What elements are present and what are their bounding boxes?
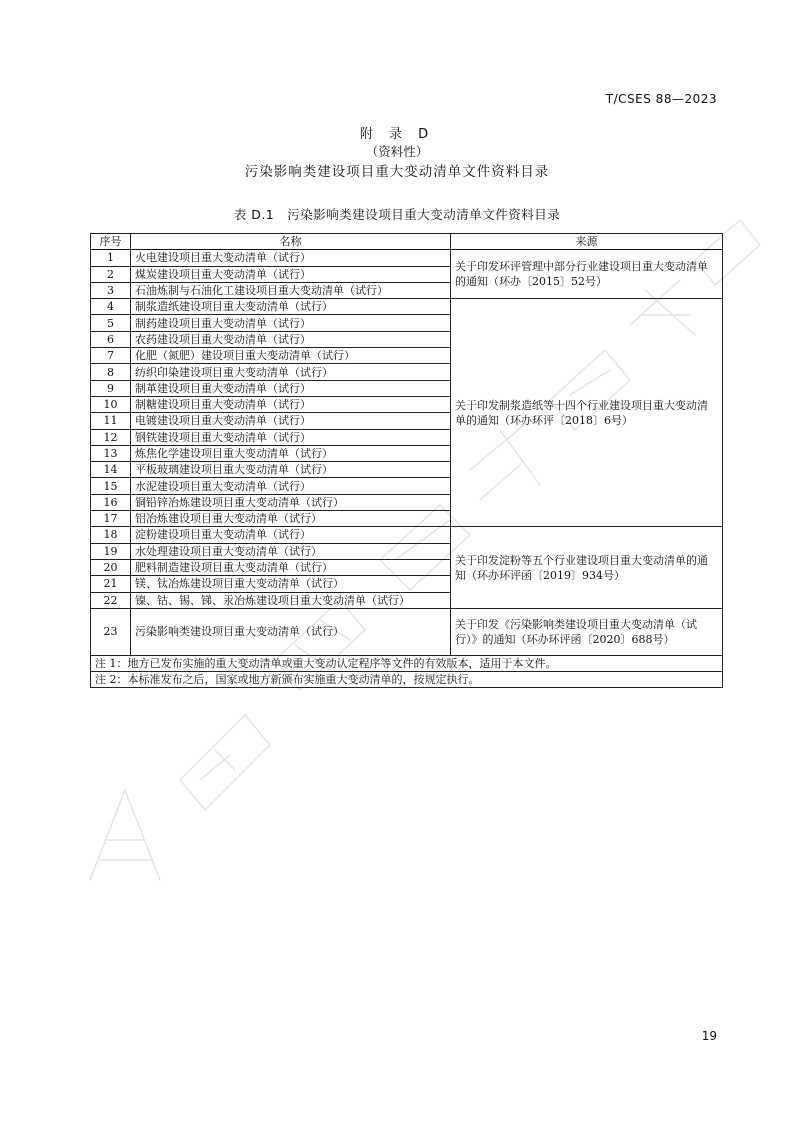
row-source: 关于印发制浆造纸等十四个行业建设项目重大变动清单的通知（环办环评〔2018〕6号） [451, 299, 723, 527]
row-name: 镍、钴、锡、锑、汞冶炼建设项目重大变动清单（试行） [131, 592, 451, 608]
row-seq: 19 [91, 543, 131, 559]
row-name: 火电建设项目重大变动清单（试行） [131, 250, 451, 266]
table-note: 注 2：本标准发布之后，国家或地方新颁布实施重大变动清单的，按规定执行。 [91, 672, 723, 688]
appendix-kind: （资料性） [365, 144, 429, 159]
row-seq: 22 [91, 592, 131, 608]
row-seq: 15 [91, 478, 131, 494]
header-source: 来源 [451, 234, 723, 250]
table-row [91, 299, 723, 315]
header-seq: 序号 [91, 234, 131, 250]
row-name: 镁、钛冶炼建设项目重大变动清单（试行） [131, 576, 451, 592]
row-name: 电镀建设项目重大变动清单（试行） [131, 413, 451, 429]
row-name: 制革建设项目重大变动清单（试行） [131, 380, 451, 396]
row-name: 淀粉建设项目重大变动清单（试行） [131, 527, 451, 543]
row-seq: 10 [91, 396, 131, 412]
row-name: 污染影响类建设项目重大变动清单（试行） [131, 608, 451, 655]
row-seq: 8 [91, 364, 131, 380]
row-source: 关于印发淀粉等五个行业建设项目重大变动清单的通知（环办环评函〔2019〕934号） [451, 527, 723, 608]
row-seq: 12 [91, 429, 131, 445]
row-name: 肥料制造建设项目重大变动清单（试行） [131, 559, 451, 575]
row-name: 煤炭建设项目重大变动清单（试行） [131, 266, 451, 282]
row-seq: 5 [91, 315, 131, 331]
row-name: 农药建设项目重大变动清单（试行） [131, 331, 451, 347]
row-seq: 3 [91, 282, 131, 298]
row-name: 平板玻璃建设项目重大变动清单（试行） [131, 462, 451, 478]
table-note: 注 1：地方已发布实施的重大变动清单或重大变动认定程序等文件的有效版本，适用于本文件。 [91, 655, 723, 671]
row-name: 制浆造纸建设项目重大变动清单（试行） [131, 299, 451, 315]
row-name: 化肥（氮肥）建设项目重大变动清单（试行） [131, 348, 451, 364]
row-name: 水处理建设项目重大变动清单（试行） [131, 543, 451, 559]
row-source: 关于印发《污染影响类建设项目重大变动清单（试行）》的通知（环办环评函〔2020〕688号） [451, 608, 723, 655]
table-caption: 表 D.1 污染影响类建设项目重大变动清单文件资料目录 [233, 207, 561, 222]
page-number: 19 [701, 1029, 717, 1043]
row-name: 钢铁建设项目重大变动清单（试行） [131, 429, 451, 445]
appendix-title: 附 录 D [359, 127, 435, 142]
row-source: 关于印发环评管理中部分行业建设项目重大变动清单的通知（环办〔2015〕52号） [451, 250, 723, 299]
row-seq: 17 [91, 511, 131, 527]
row-seq: 20 [91, 559, 131, 575]
header-name: 名称 [131, 234, 451, 250]
table-header-row [91, 234, 723, 250]
row-seq: 1 [91, 250, 131, 266]
row-seq: 11 [91, 413, 131, 429]
row-seq: 13 [91, 445, 131, 461]
table-row [91, 250, 723, 266]
row-name: 制糖建设项目重大变动清单（试行） [131, 396, 451, 412]
row-seq: 14 [91, 462, 131, 478]
row-seq: 4 [91, 299, 131, 315]
table-note-row [91, 655, 723, 671]
row-seq: 21 [91, 576, 131, 592]
row-name: 铝冶炼建设项目重大变动清单（试行） [131, 511, 451, 527]
row-name: 水泥建设项目重大变动清单（试行） [131, 478, 451, 494]
row-seq: 6 [91, 331, 131, 347]
row-name: 炼焦化学建设项目重大变动清单（试行） [131, 445, 451, 461]
row-seq: 9 [91, 380, 131, 396]
table-row [91, 527, 723, 543]
row-name: 铜铅锌冶炼建设项目重大变动清单（试行） [131, 494, 451, 510]
table-note-row [91, 672, 723, 688]
row-seq: 2 [91, 266, 131, 282]
standard-code: T/CSES 88—2023 [605, 92, 717, 106]
document-catalog-table [90, 233, 723, 688]
row-seq: 7 [91, 348, 131, 364]
row-seq: 16 [91, 494, 131, 510]
table-row [91, 608, 723, 655]
row-name: 纺织印染建设项目重大变动清单（试行） [131, 364, 451, 380]
row-seq: 23 [91, 608, 131, 655]
row-name: 制药建设项目重大变动清单（试行） [131, 315, 451, 331]
appendix-name: 污染影响类建设项目重大变动清单文件资料目录 [244, 164, 550, 180]
row-seq: 18 [91, 527, 131, 543]
row-name: 石油炼制与石油化工建设项目重大变动清单（试行） [131, 282, 451, 298]
